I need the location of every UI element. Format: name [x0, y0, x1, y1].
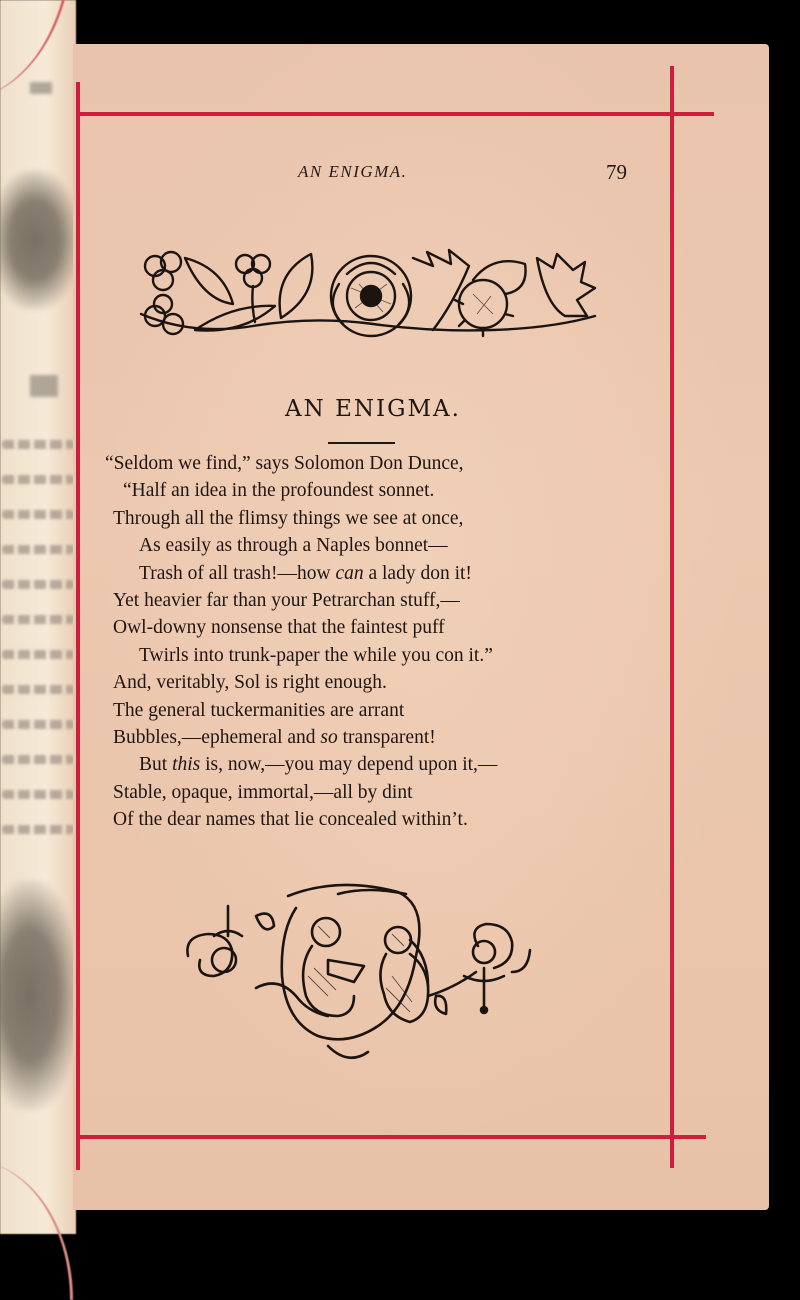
cherub-vignette-icon	[178, 876, 538, 1071]
border-rule-bottom	[76, 1135, 706, 1139]
poem-title: AN ENIGMA.	[285, 396, 461, 422]
poem-line: And, veritably, Sol is right enough.	[113, 672, 387, 694]
poem-line: Twirls into trunk-paper the while you con it.”	[139, 644, 493, 666]
poem-line: Of the dear names that lie concealed within’t.	[113, 809, 468, 831]
poem-line: “Seldom we find,” says Solomon Don Dunce,	[105, 453, 464, 474]
title-rule	[328, 442, 395, 444]
facing-page-heading	[30, 375, 58, 397]
poem-line: Through all the flimsy things we see at once,	[113, 507, 464, 529]
facing-page-running-head	[30, 82, 52, 94]
floral-banner-icon	[133, 244, 603, 344]
facing-page-border-curve-bottom	[0, 1160, 73, 1300]
facing-page-left	[0, 0, 76, 1234]
facing-page-ornament-top	[0, 170, 80, 310]
book-page	[73, 44, 769, 1210]
poem-line: Yet heavier far than your Petrarchan stuff,—	[113, 589, 460, 611]
poem-body	[105, 450, 673, 833]
facing-page-ornament-bottom	[0, 880, 80, 1110]
poem-line: The general tuckermanities are arrant	[113, 699, 405, 721]
running-head: AN ENIGMA.	[298, 162, 408, 181]
poem-line: As easily as through a Naples bonnet—	[139, 535, 448, 557]
facing-page-text-block	[0, 440, 74, 860]
emphasis: this	[172, 754, 201, 776]
poem-line: Stable, opaque, immortal,—all by dint	[113, 781, 413, 803]
page-number: 79	[606, 160, 627, 184]
border-rule-left	[76, 82, 80, 1170]
poem-line: But this is, now,—you may depend upon it,—	[139, 754, 498, 776]
poem-line: Bubbles,—ephemeral and so transparent!	[113, 726, 436, 748]
poem-line: “Half an idea in the profoundest sonnet.	[123, 480, 435, 502]
emphasis: so	[320, 726, 338, 748]
poem-line: Owl-downy nonsense that the faintest puff	[113, 617, 445, 639]
emphasis: can	[335, 562, 364, 584]
border-rule-top	[76, 112, 714, 116]
poem-line: Trash of all trash!—how can a lady don it!	[139, 562, 472, 584]
